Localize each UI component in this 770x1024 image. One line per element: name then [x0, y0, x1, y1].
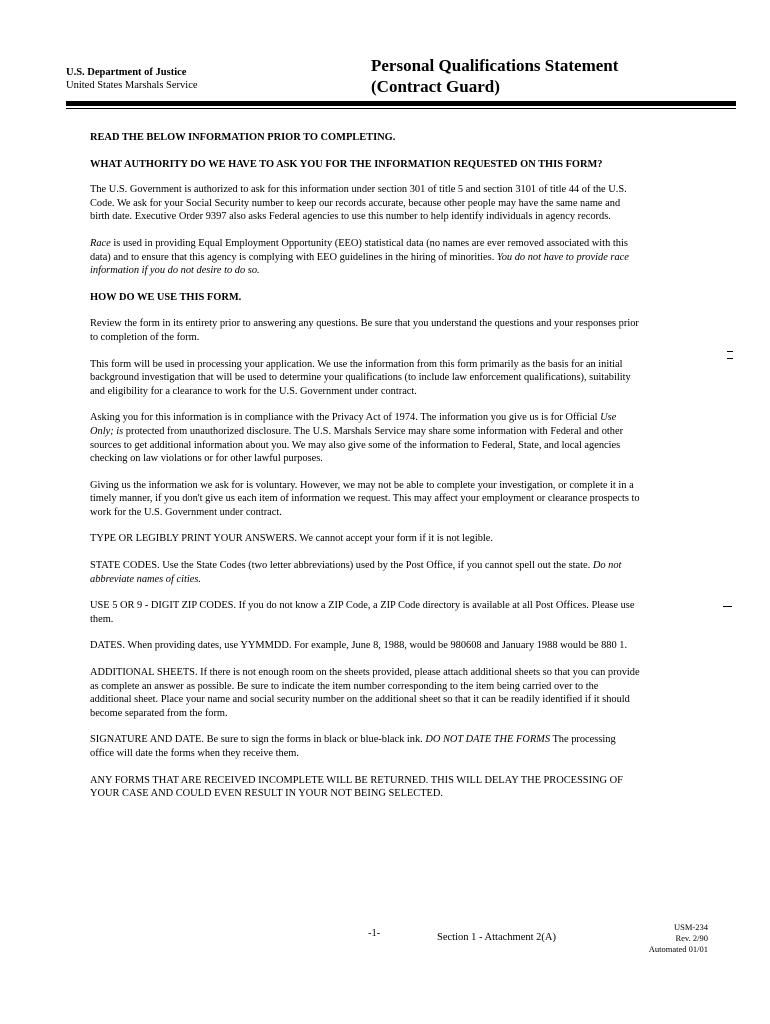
authority-paragraph: The U.S. Government is authorized to ask for this information under section 301 of title 5 and section 3101 of title 44 of the U.S. Code. We ask for your Social Security number to keep our records accurate, because other people may have the same name and birth date. Executive Order 9397 also asks Federal agencies to use this number to help identify individuals in agency records. [90, 184, 627, 223]
privacy-italic: Use Only; is [90, 412, 617, 437]
instructions-body [90, 131, 642, 814]
race-word: Race [90, 237, 111, 249]
page-number: -1- [368, 928, 381, 939]
review-paragraph: Review the form in its entirety prior to answering any questions. Be sure that you understand the questions and your responses prior to completion of the form. [90, 318, 639, 343]
form-number: USM-234 [673, 922, 708, 932]
privacy-paragraph [90, 411, 642, 465]
race-italic: You do not have to provide race information if you do not desire to do so. [90, 251, 629, 277]
dates-paragraph: DATES. When providing dates, use YYMMDD. For example, June 8, 1988, would be 980608 and January 1988 would be 880 1. [90, 640, 628, 652]
scan-mark [727, 351, 733, 352]
state-italic: Do not abbreviate names of cities. [90, 560, 622, 585]
department-name: U.S. Department of Justice [66, 67, 187, 78]
signature-text-a: SIGNATURE AND DATE. Be sure to sign the forms in black or blue-black ink. [90, 734, 426, 746]
signature-text-b: The processing office will date the forms when they receive them. [90, 734, 616, 759]
authority-heading: WHAT AUTHORITY DO WE HAVE TO ASK YOU FOR THE INFORMATION REQUESTED ON THIS FORM? [90, 158, 603, 170]
header-rule-thin [66, 108, 736, 109]
form-automated: Automated 01/01 [648, 944, 708, 954]
how-heading: HOW DO WE USE THIS FORM. [90, 291, 242, 303]
print-paragraph: TYPE OR LEGIBLY PRINT YOUR ANSWERS. We cannot accept your form if it is not legible. [90, 533, 494, 545]
race-paragraph [90, 237, 642, 278]
zip-paragraph: USE 5 OR 9 - DIGIT ZIP CODES. If you do not know a ZIP Code, a ZIP Code directory is available at all Post Offices. Please use them. [90, 600, 635, 625]
form-revision: Rev. 2/90 [675, 933, 708, 943]
state-paragraph [90, 559, 642, 586]
title-line-1: Personal Qualifications Statement [371, 56, 619, 75]
document-title [371, 55, 618, 97]
scan-mark [727, 358, 733, 359]
scan-mark [723, 606, 732, 607]
service-name: United States Marshals Service [66, 80, 198, 91]
voluntary-paragraph: Giving us the information we ask for is voluntary. However, we may not be able to complete your investigation, or complete it in a timely manner, if you don't give us each item of information we request. This may affect your employment or clearance prospects to work for the U.S. Government under contract. [90, 479, 640, 518]
agency-block [66, 66, 198, 92]
read-notice: READ THE BELOW INFORMATION PRIOR TO COMPLETING. [90, 132, 396, 143]
signature-paragraph [90, 733, 642, 760]
incomplete-paragraph: ANY FORMS THAT ARE RECEIVED INCOMPLETE WILL BE RETURNED. THIS WILL DELAY THE PROCESSING OF YOUR CASE AND COULD EVEN RESULT IN YOUR NOT BEING SELECTED. [90, 774, 623, 800]
title-line-2: (Contract Guard) [371, 77, 500, 96]
usage-paragraph: This form will be used in processing your application. We use the information from this form primarily as the basis for an initial background investigation that will be used to determine your qualifications (to include law enforcement qualifications), suitability and eligibility for a clearance to work for the U.S. Government under contract. [90, 358, 631, 397]
form-identifier [640, 922, 708, 955]
race-text: is used in providing Equal Employment Opportunity (EEO) statistical data (no names are ever removed associated with this data) and to ensure that this agency is complying with EEO guidelines in the hiring of minorities. [90, 237, 628, 263]
sheets-paragraph: ADDITIONAL SHEETS. If there is not enough room on the sheets provided, please attach additional sheets so that you can provide as complete an answer as possible. Be sure to indicate the item number corresponding to the item being carried over to the additional sheet. Place your name and social security number on the additional sheet so that it can be readily identified if it should become separated from the form. [90, 667, 640, 719]
state-text: STATE CODES. Use the State Codes (two letter abbreviations) used by the Post Office, if you cannot spell out the state. [90, 560, 593, 572]
footer-section: Section 1 - Attachment 2(A) [437, 932, 556, 943]
signature-italic: DO NOT DATE THE FORMS [425, 734, 551, 746]
header-rule-thick [66, 101, 736, 106]
privacy-text-a: Asking you for this information is in compliance with the Privacy Act of 1974. The information you give us is for Official [90, 412, 601, 424]
privacy-text-b: protected from unauthorized disclosure. The U.S. Marshals Service may share some information with Federal and other sources to get additional information about you. We may also give some of the information to Federal, State, and local agencies checking on law violations or for other lawful purposes. [90, 425, 624, 465]
